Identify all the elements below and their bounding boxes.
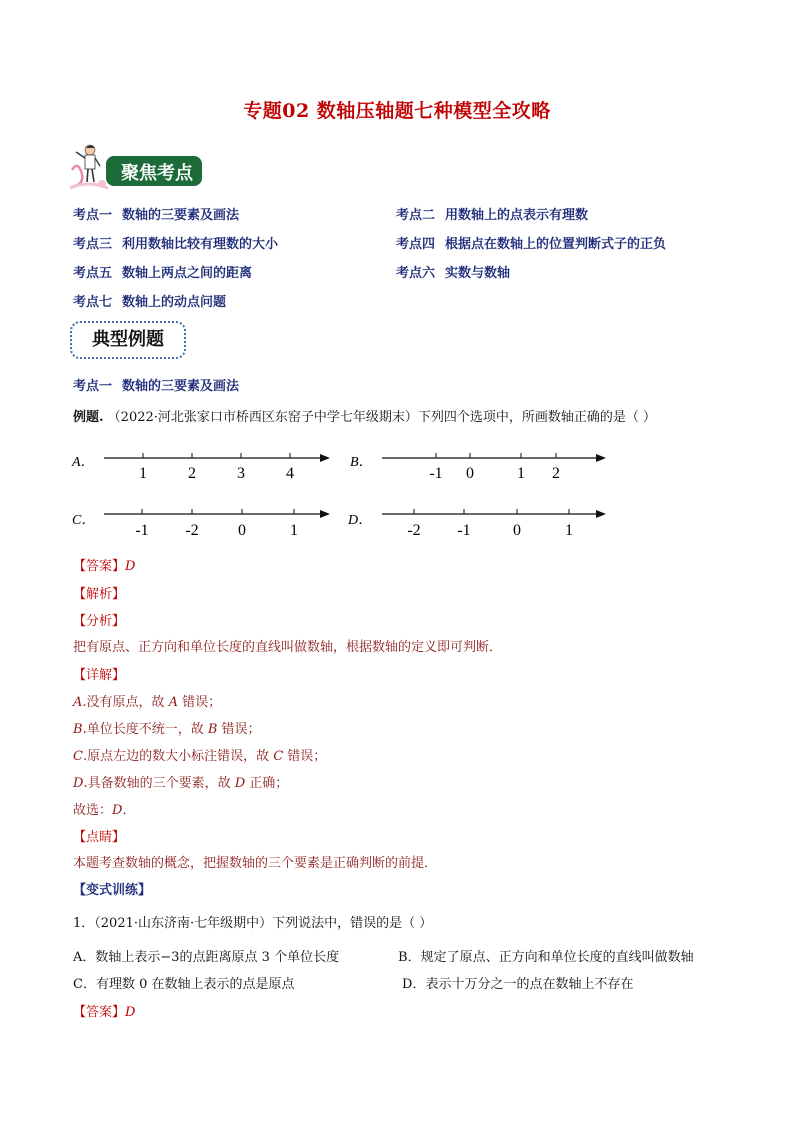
option-letter: C bbox=[73, 977, 83, 992]
kaodian-text: 用数轴上的点表示有理数 bbox=[445, 208, 589, 223]
kaodian-item-3[interactable] bbox=[73, 233, 278, 252]
kaodian-text: 实数与数轴 bbox=[445, 266, 511, 281]
kaodian-label: 考点四 bbox=[396, 237, 436, 252]
choose-line bbox=[73, 799, 135, 818]
tick-label: 1 bbox=[290, 522, 298, 539]
kaodian-item-2[interactable] bbox=[396, 204, 588, 223]
q1-stem: 1．（2021·山东济南·七年级期中）下列说法中，错误的是（ ） bbox=[73, 916, 433, 931]
example-question bbox=[73, 406, 656, 425]
option-letter-d: D． bbox=[348, 513, 373, 528]
arrow-icon bbox=[320, 454, 330, 462]
arrow-icon bbox=[596, 510, 606, 518]
option-letter-c: C． bbox=[72, 513, 96, 528]
tick-label: 2 bbox=[188, 465, 196, 482]
detail-letter: A bbox=[168, 695, 179, 710]
answer-line bbox=[73, 555, 135, 574]
focus-points-badge bbox=[68, 140, 204, 192]
option-letter: D bbox=[402, 977, 413, 992]
xiangjie-label: 【详解】 bbox=[73, 668, 126, 683]
detail-letter: C bbox=[73, 749, 83, 764]
number-line-options bbox=[70, 440, 630, 540]
section-label: 考点一 bbox=[73, 379, 113, 394]
tick-label: -2 bbox=[407, 522, 421, 539]
tick-label: 3 bbox=[237, 465, 245, 482]
option-letter: A bbox=[73, 950, 83, 965]
badge-label: 聚焦考点 bbox=[121, 163, 193, 184]
detail-text: .具备数轴的三个要素，故 bbox=[83, 776, 235, 791]
answer-bracket: 【答案】 bbox=[73, 1005, 126, 1020]
detail-end: 错误； bbox=[283, 749, 327, 764]
tick-label: -2 bbox=[185, 522, 199, 539]
example-lead: 例题. bbox=[73, 410, 104, 425]
detail-letter: D bbox=[234, 776, 246, 791]
kaodian-text: 利用数轴比较有理数的大小 bbox=[122, 237, 279, 252]
tick-label: 2 bbox=[552, 465, 560, 482]
kaodian-label: 考点二 bbox=[396, 208, 436, 223]
kaodian-label: 考点五 bbox=[73, 266, 113, 281]
tick-label: 4 bbox=[286, 465, 294, 482]
q1-option-b[interactable] bbox=[398, 946, 694, 965]
kaodian-item-4[interactable] bbox=[396, 233, 666, 252]
bianshi-label: 【变式训练】 bbox=[73, 883, 152, 898]
kaodian-text: 数轴上的动点问题 bbox=[122, 295, 227, 310]
detail-letter: D bbox=[73, 776, 84, 791]
option-text: ．表示十万分之一的点在数轴上不存在 bbox=[412, 977, 634, 992]
fenxi-text: 把有原点、正方向和单位长度的直线叫做数轴，根据数轴的定义即可判断． bbox=[73, 640, 503, 655]
answer-value: D bbox=[125, 559, 136, 574]
option-letter: B bbox=[398, 950, 408, 965]
fenxi-label: 【分析】 bbox=[73, 614, 126, 629]
option-letter-b: B． bbox=[350, 455, 373, 470]
q1-answer-line bbox=[73, 1001, 135, 1020]
kaodian-label: 考点七 bbox=[73, 295, 113, 310]
tick-label: 0 bbox=[238, 522, 246, 539]
choose-text: 故选： bbox=[73, 803, 113, 818]
arrow-icon bbox=[596, 454, 606, 462]
kaodian-label: 考点三 bbox=[73, 237, 113, 252]
example-text: （2022·河北张家口市桥西区东窑子中学七年级期末）下列四个选项中，所画数轴正确的是（ ） bbox=[107, 410, 657, 425]
tick-label: -1 bbox=[429, 465, 443, 482]
section-heading bbox=[73, 375, 239, 394]
dianjing-text: 本题考查数轴的概念，把握数轴的三个要素是正确判断的前提． bbox=[73, 856, 438, 871]
page-title: 专题02 数轴压轴题七种模型全攻略 bbox=[243, 100, 551, 122]
tick-label: -1 bbox=[135, 522, 149, 539]
tick-label: 1 bbox=[139, 465, 147, 482]
jiexi-label: 【解析】 bbox=[73, 587, 126, 602]
choose-end: ． bbox=[122, 803, 136, 818]
detail-text: .单位长度不统一，故 bbox=[82, 722, 208, 737]
q1-option-a[interactable] bbox=[73, 946, 339, 965]
detail-line-a bbox=[73, 691, 221, 710]
kaodian-text: 数轴的三要素及画法 bbox=[122, 208, 240, 223]
kaodian-label: 考点六 bbox=[396, 266, 436, 281]
option-text: ．规定了原点、正方向和单位长度的直线叫做数轴 bbox=[407, 950, 694, 965]
kaodian-item-7[interactable] bbox=[73, 291, 226, 310]
detail-end: 正确； bbox=[245, 776, 289, 791]
detail-letter: C bbox=[273, 749, 284, 764]
tick-label: 0 bbox=[513, 522, 521, 539]
tick-label: 1 bbox=[517, 465, 525, 482]
detail-letter: A bbox=[73, 695, 83, 710]
detail-letter: B bbox=[73, 722, 83, 737]
kaodian-label: 考点一 bbox=[73, 208, 113, 223]
kaodian-text: 数轴上两点之间的距离 bbox=[122, 266, 253, 281]
section-text: 数轴的三要素及画法 bbox=[122, 379, 240, 394]
answer-value: D bbox=[125, 1005, 136, 1020]
q1-option-c[interactable] bbox=[73, 973, 295, 992]
kaodian-text: 根据点在数轴上的位置判断式子的正负 bbox=[445, 237, 667, 252]
answer-bracket: 【答案】 bbox=[73, 559, 126, 574]
detail-letter: B bbox=[207, 722, 218, 737]
detail-line-d bbox=[73, 772, 288, 791]
kaodian-item-1[interactable] bbox=[73, 204, 239, 223]
typical-examples-box: 典型例题 bbox=[70, 321, 186, 359]
tick-label: 1 bbox=[565, 522, 573, 539]
detail-end: 错误； bbox=[178, 695, 222, 710]
detail-end: 错误； bbox=[217, 722, 261, 737]
detail-text: .原点左边的数大小标注错误，故 bbox=[82, 749, 274, 764]
q1-option-d[interactable] bbox=[402, 973, 633, 992]
tick-label: 0 bbox=[466, 465, 474, 482]
dianjing-label: 【点睛】 bbox=[73, 830, 126, 845]
arrow-icon bbox=[320, 510, 330, 518]
tick-label: -1 bbox=[457, 522, 471, 539]
choose-letter: D bbox=[112, 803, 123, 818]
detail-text: .没有原点，故 bbox=[82, 695, 169, 710]
detail-line-b bbox=[73, 718, 261, 737]
option-text: ．数轴上表示−3的点距离原点 3 个单位长度 bbox=[82, 950, 340, 965]
kaodian-item-6[interactable] bbox=[396, 262, 510, 281]
kaodian-item-5[interactable] bbox=[73, 262, 252, 281]
option-text: ．有理数 0 在数轴上表示的点是原点 bbox=[82, 977, 295, 992]
option-letter-a: A． bbox=[72, 455, 95, 470]
detail-line-c bbox=[73, 745, 326, 764]
